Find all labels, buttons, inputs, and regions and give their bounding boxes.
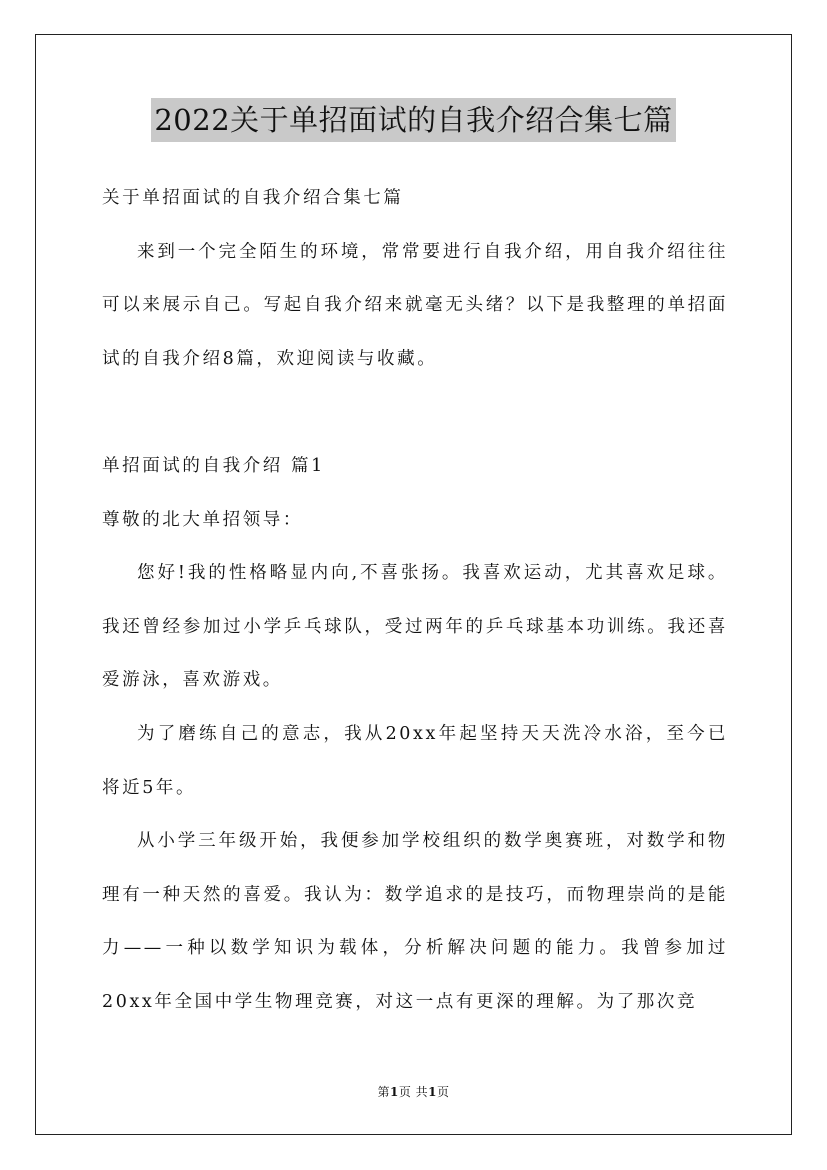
page-mid: 页 共 xyxy=(398,1085,429,1099)
page-total: 1 xyxy=(428,1085,438,1099)
document-heading: 关于单招面试的自我介绍合集七篇 xyxy=(102,188,404,208)
section-title: 单招面试的自我介绍 篇1 xyxy=(102,455,325,476)
page-number: 1 xyxy=(389,1085,399,1099)
blank-line xyxy=(102,386,728,440)
body-paragraph: 从小学三年级开始，我便参加学校组织的数学奥赛班，对数学和物理有一种天然的喜爱。我认为：数学追求的是技巧，而物理崇尚的是能力——一种以数学知识为载体，分析解决问题的能力。我曾参加过20xx年全国中学生物理竞赛，对这一点有更深的理解。为了那次竞 xyxy=(102,831,728,1012)
page-prefix: 第 xyxy=(377,1085,390,1099)
document-body xyxy=(102,172,728,1030)
body-paragraph: 为了磨练自己的意志，我从20xx年起坚持天天洗冷水浴，至今已将近5年。 xyxy=(102,723,728,798)
document-title: 2022关于单招面试的自我介绍合集七篇 xyxy=(151,98,675,142)
title-container xyxy=(0,98,827,142)
intro-paragraph: 来到一个完全陌生的环境，常常要进行自我介绍，用自我介绍往往可以来展示自己。写起自我介绍来就毫无头绪？以下是我整理的单招面试的自我介绍8篇，欢迎阅读与收藏。 xyxy=(102,241,728,369)
body-paragraph: 您好!我的性格略显内向,不喜张扬。我喜欢运动，尤其喜欢足球。我还曾经参加过小学乒乓球队，受过两年的乒乓球基本功训练。我还喜爱游泳，喜欢游戏。 xyxy=(102,563,728,691)
page-footer xyxy=(0,1083,827,1100)
salutation: 尊敬的北大单招领导： xyxy=(102,509,303,530)
page-suffix: 页 xyxy=(437,1085,450,1099)
